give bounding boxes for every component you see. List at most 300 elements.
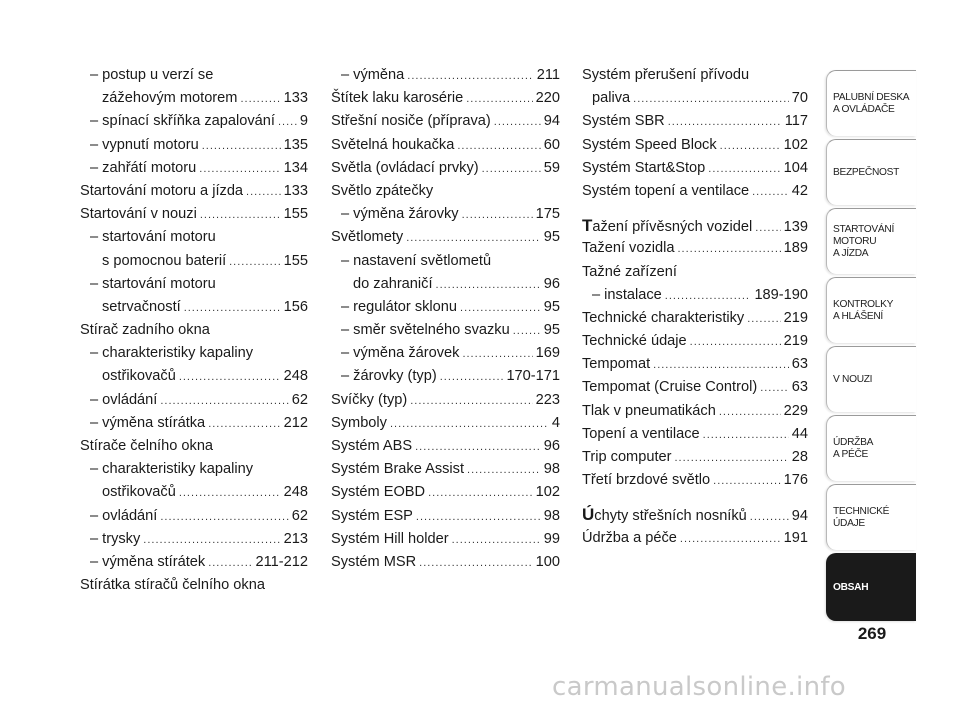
entry-label: – směr světelného svazku: [341, 322, 510, 339]
dot-leader: [466, 88, 532, 110]
index-entry: [331, 87, 560, 110]
index-entry: [582, 423, 808, 446]
index-entry: [80, 157, 308, 180]
entry-text: [582, 180, 749, 203]
entry-page: 44: [791, 425, 808, 442]
entry-page: 189: [783, 240, 808, 257]
index-entry: [331, 226, 560, 249]
index-entry: [80, 250, 308, 273]
dot-leader: [200, 204, 281, 226]
entry-label: ostřikovačů: [102, 484, 176, 501]
index-entry: [331, 551, 560, 574]
index-entry: [331, 389, 560, 412]
entry-label: Světelná houkačka: [331, 136, 455, 153]
entry-text: [90, 110, 275, 133]
index-entry: [582, 64, 808, 87]
entry-text: [102, 296, 181, 319]
entry-text: [582, 353, 650, 376]
entry-label: – vypnutí motoru: [90, 136, 199, 153]
entry-page: 102: [783, 136, 808, 153]
entry-label: Systém ESP: [331, 507, 413, 524]
index-entry: [331, 435, 560, 458]
index-entry: [331, 157, 560, 180]
index-entry: [331, 528, 560, 551]
entry-text: [331, 551, 416, 574]
letter-initial: Ú: [582, 505, 595, 525]
dot-leader: [202, 135, 281, 157]
entry-text: [90, 157, 196, 180]
entry-page: 169: [535, 345, 560, 362]
index-entry: [331, 273, 560, 296]
entry-page: 94: [543, 113, 560, 130]
index-entry: [582, 214, 808, 237]
entry-page: 60: [543, 136, 560, 153]
entry-label: Systém Brake Assist: [331, 461, 465, 478]
entry-page: 96: [543, 275, 560, 292]
entry-label: ostřikovačů: [102, 368, 176, 385]
entry-label: Systém topení a ventilace: [582, 182, 750, 199]
entry-label: Systém Speed Block: [582, 136, 717, 153]
dot-leader: [633, 88, 789, 110]
entry-label: – výměna: [341, 67, 405, 83]
index-entry: [582, 330, 808, 353]
entry-text: [331, 389, 407, 412]
entry-text: [90, 458, 253, 481]
entry-label: – výměna žárovky: [341, 206, 459, 223]
dot-leader: [708, 158, 780, 180]
entry-label: Svíčky (typ): [331, 391, 408, 408]
entry-page: 189-190: [754, 286, 808, 303]
dot-leader: [246, 181, 281, 203]
entry-page: 102: [535, 484, 560, 501]
entry-text: [582, 157, 705, 180]
entry-label: – spínací skříňka zapalování: [90, 113, 275, 130]
entry-page: 139: [783, 219, 808, 236]
entry-label: Symboly: [331, 414, 387, 431]
chapter-tab-label: KONTROLKY A HLÁŠENÍ: [833, 298, 894, 322]
entry-label: Systém EOBD: [331, 484, 426, 501]
index-entry: [582, 87, 808, 110]
entry-label: setrvačností: [102, 298, 181, 315]
entry-label: Tempomat: [582, 356, 651, 373]
index-entry: [331, 296, 560, 319]
entry-text: [341, 342, 459, 365]
dot-leader: [513, 320, 541, 342]
entry-text: [80, 180, 243, 203]
index-column-2: [331, 64, 560, 574]
entry-text: [90, 64, 213, 87]
entry-label: chyty střešních nosníků: [594, 508, 747, 525]
chapter-tab-label: ÚDRŽBA A PÉČE: [833, 436, 874, 460]
index-entry: [80, 365, 308, 388]
chapter-tab-label: TECHNICKÉ ÚDAJE: [833, 505, 890, 529]
entry-label: Tempomat (Cruise Control): [582, 379, 758, 396]
entry-label: – postup u verzí se: [90, 67, 214, 83]
entry-label: Světlo zpátečky: [331, 182, 434, 199]
entry-label: Tažné zařízení: [582, 263, 677, 280]
entry-text: [102, 481, 176, 504]
chapter-tab-label: OBSAH: [833, 581, 869, 593]
index-entry: [331, 458, 560, 481]
index-entry: [80, 551, 308, 574]
entry-label: Startování v nouzi: [80, 206, 197, 223]
chapter-tab-label: BEZPEČNOST: [833, 166, 900, 178]
entry-page: 155: [283, 206, 308, 223]
entry-text: [80, 574, 265, 597]
entry-page: 99: [543, 530, 560, 547]
entry-label: Stírače čelního okna: [80, 438, 214, 454]
entry-label: Systém ABS: [331, 438, 413, 454]
dot-leader: [208, 552, 252, 574]
dot-leader: [184, 297, 281, 319]
entry-label: Střešní nosiče (příprava): [331, 113, 491, 130]
dot-leader: [452, 529, 541, 551]
entry-page: 9: [299, 113, 308, 130]
entry-text: [331, 134, 454, 157]
dot-leader: [436, 274, 541, 296]
dot-leader: [462, 343, 532, 365]
index-entry: [80, 87, 308, 110]
index-entry: [331, 481, 560, 504]
index-entry: [80, 458, 308, 481]
dot-leader: [713, 470, 780, 492]
entry-label: do zahraničí: [353, 275, 433, 292]
index-entry: [331, 250, 560, 273]
dot-leader: [410, 390, 532, 412]
entry-page: 220: [535, 90, 560, 107]
entry-page: 229: [783, 402, 808, 419]
index-entry: [80, 435, 308, 458]
entry-label: Systém Start&Stop: [582, 159, 706, 176]
entry-text: [80, 319, 210, 342]
index-entry: [80, 319, 308, 342]
index-entry: [582, 527, 808, 550]
entry-page: 219: [783, 309, 808, 326]
entry-text: [90, 226, 216, 249]
dot-leader: [160, 390, 288, 412]
dot-leader: [719, 401, 781, 423]
entry-text: [90, 342, 253, 365]
entry-page: 104: [783, 159, 808, 176]
entry-text: [582, 376, 757, 399]
entry-page: 223: [535, 391, 560, 408]
entry-page: 4: [551, 414, 560, 431]
index-entry: [331, 110, 560, 133]
index-entry: [80, 226, 308, 249]
entry-label: – regulátor sklonu: [341, 298, 458, 315]
index-entry: [80, 412, 308, 435]
dot-leader: [755, 217, 780, 237]
entry-page: 211-212: [255, 553, 308, 570]
entry-page: 94: [791, 508, 808, 525]
entry-label: Stírátka stíračů čelního okna: [80, 577, 265, 594]
chapter-tabs: [826, 70, 916, 624]
index-entry: [582, 353, 808, 376]
entry-text: [592, 284, 662, 307]
index-column-3: [582, 64, 808, 550]
entry-text: [331, 435, 412, 458]
index-entry: [582, 237, 808, 260]
dot-leader: [179, 482, 281, 504]
entry-text: [102, 365, 176, 388]
entry-label: – startování motoru: [90, 229, 216, 246]
index-entry: [582, 180, 808, 203]
entry-page: 117: [784, 113, 808, 130]
entry-text: [582, 423, 700, 446]
entry-page: 59: [543, 159, 560, 176]
index-entry: [331, 203, 560, 226]
dot-leader: [407, 65, 533, 87]
entry-text: [102, 87, 237, 110]
entry-text: [341, 365, 437, 388]
dot-leader: [160, 506, 288, 528]
dot-leader: [278, 111, 297, 133]
entry-text: [90, 134, 199, 157]
entry-label: – ovládání: [90, 391, 158, 408]
entry-label: Stírač zadního okna: [80, 322, 210, 339]
chapter-tab[interactable]: [826, 208, 916, 274]
entry-page: 135: [283, 136, 308, 153]
dot-leader: [179, 366, 281, 388]
dot-leader: [390, 413, 549, 435]
dot-leader: [677, 238, 780, 260]
entry-label: Údržba a péče: [582, 529, 677, 546]
entry-page: 248: [283, 368, 308, 385]
entry-label: Technické údaje: [582, 333, 687, 350]
entry-page: 155: [283, 252, 308, 269]
dot-leader: [467, 459, 541, 481]
index-entry: [582, 134, 808, 157]
dot-leader: [653, 354, 789, 376]
entry-page: 134: [283, 159, 308, 176]
index-entry: [80, 134, 308, 157]
entry-page: 100: [535, 553, 560, 570]
index-entry: [582, 284, 808, 307]
dot-leader: [668, 111, 782, 133]
entry-text: [582, 527, 677, 550]
entry-text: [582, 330, 687, 353]
index-entry: [80, 180, 308, 203]
index-entry: [80, 110, 308, 133]
entry-text: [90, 528, 140, 551]
index-entry: [331, 365, 560, 388]
entry-page: 70: [791, 90, 808, 107]
index-entry: [80, 528, 308, 551]
chapter-tab-label: STARTOVÁNÍ MOTORU A JÍZDA: [833, 223, 894, 259]
watermark: carmanualsonline.info: [552, 672, 847, 702]
entry-page: 95: [543, 298, 560, 315]
entry-text: [90, 389, 157, 412]
chapter-tab[interactable]: [826, 484, 916, 550]
entry-page: 95: [543, 229, 560, 246]
index-entry: [331, 412, 560, 435]
entry-label: ažení přívěsných vozidel: [592, 219, 753, 236]
dot-leader: [143, 529, 280, 551]
dot-leader: [720, 135, 781, 157]
entry-label: – výměna stírátka: [90, 414, 206, 431]
index-entry: [80, 203, 308, 226]
entry-label: s pomocnou baterií: [102, 252, 227, 269]
dot-leader: [419, 552, 533, 574]
dot-leader: [208, 413, 280, 435]
entry-label: Trip computer: [582, 449, 672, 465]
chapter-tab[interactable]: [826, 277, 916, 343]
dot-leader: [229, 251, 281, 273]
dot-leader: [760, 377, 789, 399]
dot-leader: [703, 424, 789, 446]
page-number: 269: [857, 624, 887, 643]
entry-page: 98: [543, 507, 560, 524]
chapter-tab[interactable]: [826, 553, 916, 621]
entry-page: 98: [543, 461, 560, 478]
entry-label: – instalace: [592, 286, 662, 303]
index-entry: [582, 307, 808, 330]
entry-page: 63: [791, 379, 808, 396]
dot-leader: [680, 528, 781, 550]
entry-page: 156: [283, 298, 308, 315]
dot-leader: [674, 447, 788, 469]
entry-page: 96: [543, 438, 560, 454]
dot-leader: [482, 158, 541, 180]
dot-leader: [457, 135, 540, 157]
entry-label: Systém Hill holder: [331, 530, 449, 547]
index-entry: [582, 469, 808, 492]
chapter-tab[interactable]: [826, 346, 916, 412]
entry-text: [341, 319, 510, 342]
entry-label: Tlak v pneumatikách: [582, 402, 716, 419]
dot-leader: [416, 506, 541, 528]
entry-text: [90, 551, 205, 574]
entry-label: Topení a ventilace: [582, 425, 700, 442]
index-entry: [582, 261, 808, 284]
entry-text: [582, 307, 744, 330]
entry-text: [102, 250, 226, 273]
entry-label: – charakteristiky kapaliny: [90, 345, 254, 362]
index-entry: [331, 505, 560, 528]
index-entry: [582, 446, 808, 469]
entry-label: Systém přerušení přívodu: [582, 67, 750, 83]
entry-text: [90, 412, 205, 435]
index-entry: [80, 505, 308, 528]
index-entry: [80, 64, 308, 87]
dot-leader: [428, 482, 533, 504]
dot-leader: [406, 227, 541, 249]
entry-label: zážehovým motorem: [102, 90, 238, 107]
entry-page: 62: [291, 507, 308, 524]
entry-page: 28: [791, 449, 808, 465]
entry-label: Startování motoru a jízda: [80, 182, 244, 199]
index-entry: [582, 376, 808, 399]
entry-page: 42: [791, 182, 808, 199]
entry-page: 219: [783, 333, 808, 350]
entry-label: – žárovky (typ): [341, 368, 437, 385]
entry-text: [331, 87, 463, 110]
entry-page: 62: [291, 391, 308, 408]
index-entry: [582, 503, 808, 526]
entry-text: [582, 446, 671, 469]
letter-initial: T: [582, 216, 593, 236]
index-entry: [582, 400, 808, 423]
entry-text: [80, 203, 197, 226]
entry-page: 212: [283, 414, 308, 431]
entry-text: [90, 505, 157, 528]
entry-text: [582, 400, 716, 423]
entry-text: [331, 157, 479, 180]
entry-text: [331, 505, 413, 528]
index-entry: [331, 342, 560, 365]
entry-text: [582, 237, 674, 260]
entry-label: Systém SBR: [582, 113, 665, 130]
entry-text: [582, 214, 752, 237]
index-entry: [582, 110, 808, 133]
dot-leader: [415, 436, 541, 458]
entry-text: [341, 296, 457, 319]
entry-page: 176: [783, 472, 808, 489]
dot-leader: [752, 181, 789, 203]
index-entry: [80, 296, 308, 319]
dot-leader: [690, 331, 781, 353]
dot-leader: [460, 297, 541, 319]
entry-page: 213: [283, 530, 308, 547]
index-entry: [331, 134, 560, 157]
entry-text: [353, 273, 433, 296]
entry-label: Systém MSR: [331, 553, 417, 570]
index-column-1: [80, 64, 308, 597]
entry-text: [341, 203, 459, 226]
entry-text: [582, 134, 717, 157]
index-entry: [80, 273, 308, 296]
entry-text: [331, 110, 491, 133]
entry-page: 170-171: [506, 368, 560, 385]
index-entry: [80, 574, 308, 597]
index-entry: [582, 157, 808, 180]
entry-page: 63: [791, 356, 808, 373]
entry-page: 133: [283, 182, 308, 199]
chapter-tab-label: PALUBNÍ DESKA A OVLÁDAČE: [833, 91, 910, 115]
dot-leader: [440, 366, 504, 388]
entry-label: – ovládání: [90, 507, 158, 524]
dot-leader: [750, 506, 789, 526]
entry-label: – nastavení světlometů: [341, 252, 492, 269]
entry-page: 175: [535, 206, 560, 223]
index-entry: [331, 180, 560, 203]
entry-text: [582, 110, 665, 133]
entry-label: – zahřátí motoru: [90, 159, 197, 176]
entry-label: paliva: [592, 90, 631, 107]
entry-text: [90, 273, 216, 296]
dot-leader: [494, 111, 541, 133]
dot-leader: [665, 285, 752, 307]
entry-label: Světla (ovládací prvky): [331, 159, 479, 176]
entry-text: [331, 226, 403, 249]
entry-label: – startování motoru: [90, 275, 216, 292]
chapter-tab[interactable]: [826, 70, 916, 136]
entry-page: 248: [283, 484, 308, 501]
entry-page: 133: [283, 90, 308, 107]
entry-text: [331, 481, 425, 504]
entry-label: Světlomety: [331, 229, 404, 246]
entry-label: – trysky: [90, 530, 141, 547]
index-entry: [80, 389, 308, 412]
entry-text: [582, 503, 747, 526]
entry-label: – charakteristiky kapaliny: [90, 461, 254, 478]
entry-text: [341, 250, 491, 273]
entry-page: 191: [783, 529, 808, 546]
dot-leader: [462, 204, 533, 226]
chapter-tab[interactable]: [826, 415, 916, 481]
chapter-tab[interactable]: [826, 139, 916, 205]
entry-text: [331, 458, 464, 481]
